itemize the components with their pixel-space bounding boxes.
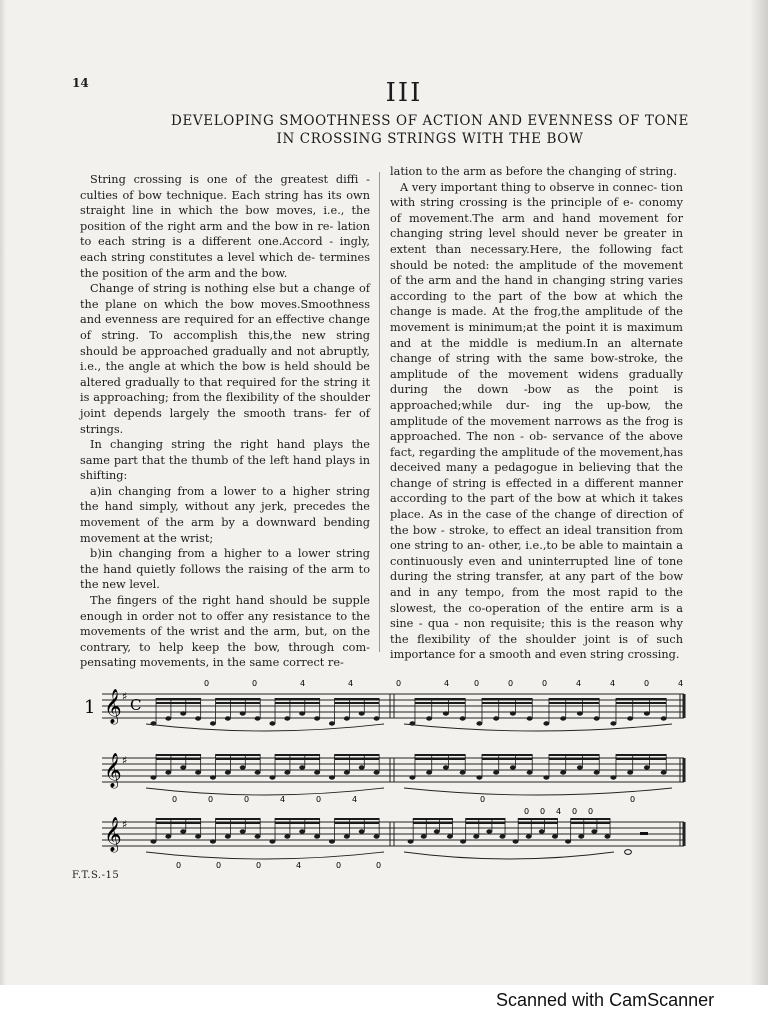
note-head <box>374 770 380 774</box>
note-beam <box>216 822 261 824</box>
note-beam <box>518 818 557 820</box>
note-beam <box>216 818 261 820</box>
note-head <box>195 716 201 720</box>
note-beam <box>335 822 380 824</box>
note-head <box>526 834 532 838</box>
note-beam <box>415 758 465 760</box>
note-beam <box>549 758 599 760</box>
note-head <box>594 716 600 720</box>
note-head <box>314 834 320 838</box>
scanner-watermark: Scanned with CamScanner <box>496 990 715 1010</box>
note-head <box>150 775 156 779</box>
note-beam <box>482 758 532 760</box>
fingering-number: 4 <box>296 861 302 870</box>
note-head <box>225 716 231 720</box>
exercise-number: 1 <box>84 697 96 718</box>
fingering-number: 0 <box>256 861 262 870</box>
treble-clef-icon: 𝄞 <box>104 817 122 852</box>
note-beam <box>413 822 452 824</box>
note-head <box>284 770 290 774</box>
paragraph: A very important thing to observe in connec- tion with string crossing is the principle of e- conomy of movement.The arm and hand movement for changing string level should never be greater in extent than necessary.Here, the following fact should be noted: the amplitude of the movement of the arm and the hand in changing string varies according to the part of the bow at which the change is made. At the frog,the amplitude of the movement is minimum;at the point it is maximum and at the middle is medium.In an alternate change of string with the same bow-stroke, the amplitude of the movement widens gradually during the down -bow as the point is approached;while dur- ing the up-bow, the amplitude of the movement narrows as the frog is approached. The non - ob- servance of the above fact, regarding the amplitude of the movement,has deceived many a pedagogue in believing that the change of string is effected in a different manner according to the part of the bow at which it takes place. As in the case of the change of direction of the bow - stroke, to effect an ideal transition from one string to an- other, i.e.,to be able to maintain a continuously even and uninterrupted line of tone during the string transfer, at any part of the bow and in any tempo, from the most rapid to the slowest, the co-operation of the entire arm is a sine - qua - non requisite; this is the reason why the flexibility of the shoulder joint is of such importance for a smooth and even string crossing. <box>390 180 683 662</box>
fingering-number: 0 <box>336 861 342 870</box>
note-head <box>510 711 516 715</box>
fingering-number: 0 <box>480 795 486 804</box>
note-head <box>195 834 201 838</box>
note-beam <box>275 698 320 700</box>
sharp-icon: ♯ <box>122 754 128 767</box>
note-head <box>499 834 505 838</box>
note-beam <box>335 758 380 760</box>
note-beam <box>275 822 320 824</box>
note-beam <box>616 698 666 700</box>
note-beam <box>216 758 261 760</box>
chapter-numeral: III <box>385 78 423 108</box>
sharp-icon: ♯ <box>122 818 128 831</box>
note-beam <box>616 758 666 760</box>
note-head <box>180 765 186 769</box>
fingering-numbers <box>172 679 683 870</box>
note-head <box>240 829 246 833</box>
note-head <box>543 775 549 779</box>
note-beam <box>415 754 465 756</box>
note-beam <box>415 698 465 700</box>
half-rest <box>640 832 648 835</box>
note-head <box>195 770 201 774</box>
fingering-number: 4 <box>610 679 616 688</box>
note-head <box>374 716 380 720</box>
note-head <box>329 721 335 725</box>
chapter-title <box>60 112 768 148</box>
note-beam <box>466 818 505 820</box>
note-head <box>594 770 600 774</box>
note-head <box>577 765 583 769</box>
note-beam <box>335 754 380 756</box>
note-head <box>610 721 616 725</box>
note-head <box>627 770 633 774</box>
paragraph: In changing string the right hand plays the same part that the thumb of the left hand plays in shifting: <box>80 438 370 483</box>
note-beam <box>335 818 380 820</box>
note-beam <box>335 698 380 700</box>
fingering-number: 4 <box>348 679 354 688</box>
note-head <box>314 716 320 720</box>
note-head <box>269 775 275 779</box>
fingering-number: 0 <box>508 679 514 688</box>
left-text-column <box>80 172 370 671</box>
note-beam <box>482 754 532 756</box>
note-head <box>344 770 350 774</box>
note-head <box>625 850 632 855</box>
note-head <box>421 834 427 838</box>
note-beam <box>482 698 532 700</box>
fingering-number: 0 <box>474 679 480 688</box>
note-head <box>476 721 482 725</box>
note-head <box>210 721 216 725</box>
column-divider <box>379 172 380 652</box>
note-head <box>165 770 171 774</box>
sharp-icon: ♯ <box>122 690 128 703</box>
fingering-number: 0 <box>630 795 636 804</box>
note-head <box>180 711 186 715</box>
note-beam <box>482 702 532 704</box>
note-head <box>493 770 499 774</box>
fingering-number: 0 <box>588 807 594 816</box>
chapter-title-line-2: IN CROSSING STRINGS WITH THE BOW <box>276 131 584 147</box>
note-head <box>578 834 584 838</box>
note-head <box>240 711 246 715</box>
fingering-number: 0 <box>244 795 250 804</box>
fingering-number: 0 <box>396 679 402 688</box>
fingering-number: 4 <box>576 679 582 688</box>
fingering-number: 0 <box>208 795 214 804</box>
slur <box>404 724 672 731</box>
note-head <box>426 770 432 774</box>
note-head <box>344 716 350 720</box>
paragraph: String crossing is one of the greatest diffi - culties of bow technique. Each string has its own straight line in which the bow moves, i.e., the position of the right arm and the bow in re- lation to each string is a different one.Accord - ingly, each string constitutes a level which de- termines the position of the arm and the bow. <box>80 173 370 280</box>
note-head <box>329 839 335 843</box>
note-head <box>460 770 466 774</box>
note-head <box>565 839 571 843</box>
footer-code: F.T.S.-15 <box>72 870 120 881</box>
fingering-number: 0 <box>376 861 382 870</box>
note-beam <box>216 702 261 704</box>
note-head <box>560 716 566 720</box>
note-beam <box>216 698 261 700</box>
note-head <box>409 775 415 779</box>
note-head <box>443 711 449 715</box>
note-head <box>543 721 549 725</box>
note-head <box>359 829 365 833</box>
note-beam <box>616 754 666 756</box>
note-head <box>527 770 533 774</box>
staff-marks <box>104 689 684 859</box>
note-head <box>299 711 305 715</box>
fingering-number: 4 <box>556 807 562 816</box>
note-beam <box>571 822 610 824</box>
note-head <box>426 716 432 720</box>
note-head <box>473 834 479 838</box>
fingering-number: 0 <box>540 807 546 816</box>
fingering-number: 0 <box>176 861 182 870</box>
fingering-number: 0 <box>644 679 650 688</box>
note-beam <box>549 698 599 700</box>
note-beam <box>275 818 320 820</box>
note-head <box>269 839 275 843</box>
note-head <box>269 721 275 725</box>
fingering-number: 0 <box>524 807 530 816</box>
note-head <box>374 834 380 838</box>
note-head <box>359 765 365 769</box>
slur <box>404 788 672 795</box>
note-beam <box>156 822 201 824</box>
paragraph: Change of string is nothing else but a change of the plane on which the bow moves.Smoothness and evenness are required for an effective change of string. To accomplish this,the new string should be approached gradually and not abruptly, i.e., the angle at which the bow is held should be altered gradually to that required for the string it is approaching; from the flexibility of the shoulder joint depends largely the smooth trans- fer of strings. <box>80 282 370 436</box>
note-head <box>329 775 335 779</box>
note-beam <box>616 702 666 704</box>
note-head <box>314 770 320 774</box>
note-head <box>560 770 566 774</box>
chapter-title-line-1: DEVELOPING SMOOTHNESS OF ACTION AND EVENNESS OF TONE <box>171 113 689 129</box>
fingering-number: 4 <box>280 795 286 804</box>
right-text-column <box>390 164 683 663</box>
note-head <box>627 716 633 720</box>
note-head <box>210 775 216 779</box>
note-head <box>443 765 449 769</box>
fingering-number: 4 <box>352 795 358 804</box>
note-head <box>344 834 350 838</box>
note-head <box>476 775 482 779</box>
slur <box>404 852 614 859</box>
scan-left-edge <box>0 0 6 1000</box>
fingering-number: 0 <box>572 807 578 816</box>
note-head <box>577 711 583 715</box>
note-head <box>255 770 261 774</box>
note-head <box>460 839 466 843</box>
note-head <box>284 834 290 838</box>
note-beam <box>413 818 452 820</box>
note-head <box>486 829 492 833</box>
note-head <box>284 716 290 720</box>
note-head <box>539 829 545 833</box>
note-head <box>644 711 650 715</box>
treble-clef-icon: 𝄞 <box>104 689 122 724</box>
note-beam <box>156 758 201 760</box>
note-head <box>408 839 414 843</box>
note-head <box>644 765 650 769</box>
slur <box>146 724 384 731</box>
fingering-number: 0 <box>542 679 548 688</box>
note-head <box>434 829 440 833</box>
note-head <box>552 834 558 838</box>
note-head <box>165 834 171 838</box>
note-head <box>661 770 667 774</box>
fingering-number: 0 <box>252 679 258 688</box>
note-beam <box>216 754 261 756</box>
note-beam <box>156 702 201 704</box>
fingering-number: 4 <box>444 679 450 688</box>
note-head <box>493 716 499 720</box>
music-notation <box>84 676 690 876</box>
treble-clef-icon: 𝄞 <box>104 753 122 788</box>
note-head <box>165 716 171 720</box>
note-beam <box>518 822 557 824</box>
note-head <box>150 839 156 843</box>
note-beam <box>156 698 201 700</box>
page-number: 14 <box>72 76 89 90</box>
note-head <box>240 765 246 769</box>
fingering-number: 4 <box>678 679 684 688</box>
note-head <box>359 711 365 715</box>
paragraph: a)in changing from a lower to a higher string the hand simply, without any jerk, precedes the movement of the arm by a downward bending movement at the wrist; <box>80 484 370 545</box>
note-beam <box>549 754 599 756</box>
note-beam <box>275 758 320 760</box>
slur <box>146 788 384 795</box>
paragraph: lation to the arm as before the changing of string. <box>390 165 678 178</box>
fingering-number: 0 <box>204 679 210 688</box>
note-head <box>299 765 305 769</box>
note-head <box>591 829 597 833</box>
fingering-number: 0 <box>172 795 178 804</box>
note-head <box>255 716 261 720</box>
note-beam <box>415 702 465 704</box>
note-head <box>510 765 516 769</box>
note-beam <box>571 818 610 820</box>
note-head <box>225 770 231 774</box>
fingering-number: 0 <box>316 795 322 804</box>
fingering-number: 4 <box>300 679 306 688</box>
note-head <box>513 839 519 843</box>
note-head <box>210 839 216 843</box>
note-head <box>447 834 453 838</box>
note-beam <box>275 754 320 756</box>
note-head <box>460 716 466 720</box>
note-beam <box>156 754 201 756</box>
note-head <box>225 834 231 838</box>
note-beam <box>466 822 505 824</box>
note-beam <box>335 702 380 704</box>
note-beam <box>549 702 599 704</box>
fingering-number: 0 <box>216 861 222 870</box>
note-head <box>299 829 305 833</box>
note-head <box>527 716 533 720</box>
note-head <box>661 716 667 720</box>
note-head <box>180 829 186 833</box>
note-head <box>610 775 616 779</box>
time-signature: C <box>130 696 142 714</box>
paragraph: The fingers of the right hand should be supple enough in order not to offer any resistance to the movements of the wrist and the arm, but, on the contrary, to help keep the bow, through com- pensating movements, in the same correct re- <box>80 594 370 670</box>
note-beam <box>156 818 201 820</box>
paragraph: b)in changing from a higher to a lower string the hand quietly follows the raising of the arm to the new level. <box>80 547 370 592</box>
note-head <box>604 834 610 838</box>
scan-right-edge <box>750 0 768 1000</box>
slur <box>146 852 384 859</box>
note-head <box>255 834 261 838</box>
note-beam <box>275 702 320 704</box>
